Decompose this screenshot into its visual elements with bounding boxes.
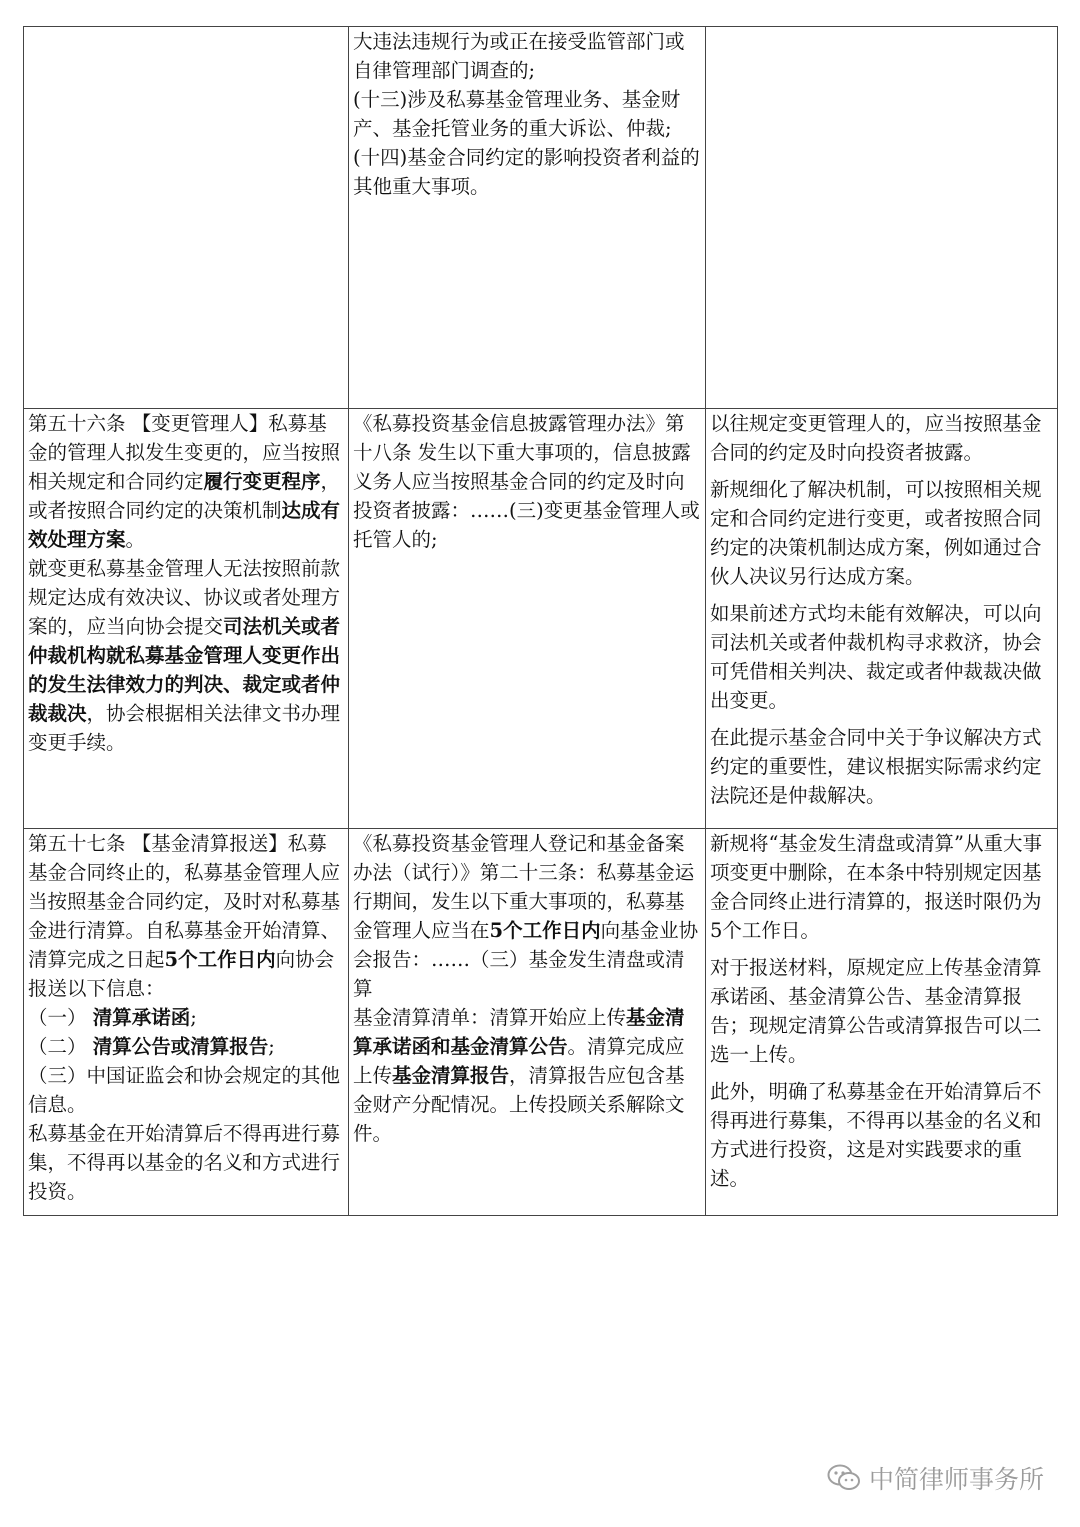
comment-paragraph: 在此提示基金合同中关于争议解决方式约定的重要性，建议根据实际需求约定法院还是仲裁解决。 [710, 726, 1042, 807]
row1-new-rule-cell [24, 27, 349, 409]
comment-paragraph: 新规将“基金发生清盘或清算”从重大事项变更中删除，在本条中特别规定因基金合同终止进行清算的，报送时限仍为5个工作日。 [710, 832, 1042, 942]
article-57-cell [24, 829, 349, 1216]
table-row [24, 27, 1058, 409]
footer-watermark [827, 1460, 1044, 1496]
article-56-comment-cell [706, 409, 1058, 829]
comment-paragraph: 如果前述方式均未能有效解决，可以向司法机关或者仲裁机构寻求救济，协会可凭借相关判决、裁定或者仲裁裁决做出变更。 [710, 602, 1042, 712]
watermark-text: 中简律师事务所 [868, 1465, 1044, 1494]
comment-paragraph: 此外，明确了私募基金在开始清算后不得再进行募集，不得再以基金的名义和方式进行投资，这是对实践要求的重述。 [710, 1080, 1042, 1190]
row1-old-rule-line: 大违法违规行为或正在接受监管部门或自律管理部门调查的; [353, 30, 685, 82]
row1-comment-cell [706, 27, 1058, 409]
comment-paragraph: 新规细化了解决机制，可以按照相关规定和合同约定进行变更，或者按照合同约定的决策机制达成方案，例如通过合伙人决议另行达成方案。 [710, 478, 1042, 588]
regulation-comparison-table [23, 26, 1058, 1216]
article-56-para1: 第五十六条 【变更管理人】私募基金的管理人拟发生变更的，应当按照相关规定和合同约定履行变更程序，或者按照合同约定的决策机制达成有效处理方案。 [28, 412, 341, 551]
article-57-item3: （三）中国证监会和协会规定的其他信息。 [28, 1064, 341, 1116]
article-57-item1: （一） 清算承诺函; [28, 1006, 197, 1029]
row1-old-rule-line: (十三)涉及私募基金管理业务、基金财产、基金托管业务的重大诉讼、仲裁; [353, 88, 681, 140]
comment-paragraph: 以往规定变更管理人的，应当按照基金合同的约定及时向投资者披露。 [710, 412, 1042, 464]
row1-old-rule-line: (十四)基金合同约定的影响投资者利益的其他重大事项。 [353, 146, 700, 198]
article-56-cell [24, 409, 349, 829]
row1-old-rule-cell [349, 27, 706, 409]
article-56-para2: 就变更私募基金管理人无法按照前款规定达成有效决议、协议或者处理方案的，应当向协会提交司法机关或者仲裁机构就私募基金管理人变更作出的发生法律效力的判决、裁定或者仲裁裁决，协会根据相关法律文书办理变更手续。 [28, 557, 341, 754]
article-56-old-rule-cell [349, 409, 706, 829]
article-57-old-rule-cell [349, 829, 706, 1216]
table-row [24, 829, 1058, 1216]
wechat-icon [827, 1463, 861, 1493]
comment-paragraph: 对于报送材料，原规定应上传基金清算承诺函、基金清算公告、基金清算报告；现规定清算公告或清算报告可以二选一上传。 [710, 956, 1042, 1066]
table-row [24, 409, 1058, 829]
article-57-old-rule-para2: 基金清算清单：清算开始应上传基金清算承诺函和基金清算公告。清算完成应上传基金清算报告，清算报告应包含基金财产分配情况。上传投顾关系解除文件。 [353, 1006, 685, 1145]
article-57-old-rule-para1: 《私募投资基金管理人登记和基金备案办法（试行）》第二十三条：私募基金运行期间，发生以下重大事项的，私募基金管理人应当在5个工作日内向基金业协会报告：……（三）基金发生清盘或清算 [353, 832, 699, 1000]
article-57-item2: （二） 清算公告或清算报告; [28, 1035, 275, 1058]
article-56-old-rule: 《私募投资基金信息披露管理办法》第十八条 发生以下重大事项的，信息披露义务人应当按照基金合同的约定及时向投资者披露：……(三)变更基金管理人或托管人的; [353, 412, 700, 551]
article-57-para2: 私募基金在开始清算后不得再进行募集，不得再以基金的名义和方式进行投资。 [28, 1122, 341, 1203]
article-57-comment-cell [706, 829, 1058, 1216]
article-57-para1: 第五十七条 【基金清算报送】私募基金合同终止的，私募基金管理人应当按照基金合同约定，及时对私募基金进行清算。自私募基金开始清算、清算完成之日起5个工作日内向协会报送以下信息： [28, 832, 341, 1000]
